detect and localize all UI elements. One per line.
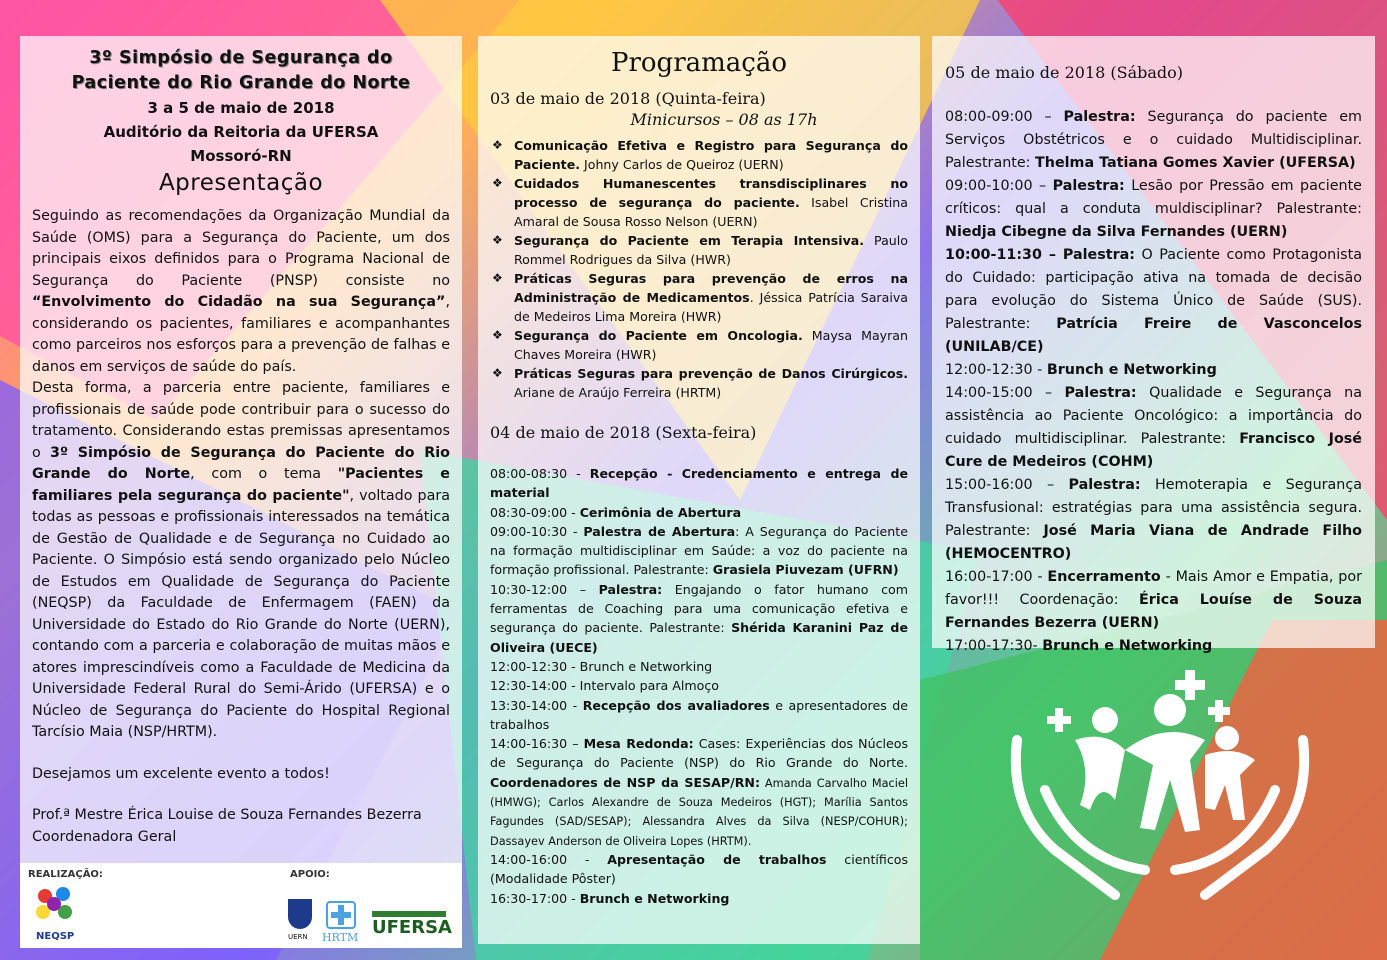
bold-span: Thelma Tatiana Gomes Xavier (UFERSA) [1035,155,1356,171]
bold-span: Niedja Cibegne da Silva Fernandes (UERN) [945,224,1288,240]
time-span: 16:30-17:00 - [490,890,580,906]
event-venue: Auditório da Reitoria da UFERSA [103,123,379,141]
list-item [490,364,908,402]
time-span: 08:30-09:00 - [490,504,580,520]
text-span: Johny Carlos de Queiroz (UERN) [580,157,784,172]
uern-logo [288,899,312,929]
logos-bar [20,863,462,948]
bold-span: Comunicação Efetiva e Registro para Segurança do Paciente. [514,138,908,172]
text-span: Ariane de Araújo Ferreira (HRTM) [514,385,722,400]
uern-logo-text: UERN [288,933,308,941]
text-span: , com o tema [190,466,338,482]
signer-name: Prof.ª Mestre Érica Louise de Souza Fernandes Bezerra [32,807,422,823]
time-span: 15:00-16:00 – [945,477,1069,493]
text-span: Maysa Mayran Chaves Moreira (HWR) [514,328,908,362]
signer-role: Coordenadora Geral [32,828,177,845]
list-item [490,174,908,231]
bold-span: Apresentação de trabalhos [607,851,827,867]
text-span: Isabel Cristina Amaral de Sousa Rosso Nelson (UERN) [514,195,908,229]
day2-schedule [490,464,908,908]
bold-span: Segurança do Paciente em Oncologia. [514,328,803,343]
bold-span: Mesa Redonda: [583,736,694,752]
time-span: 10:30-12:00 – [490,581,599,597]
schedule-item [490,889,908,908]
day2-heading: 04 de maio de 2018 (Sexta-feira) [490,423,757,442]
schedule-item [945,382,1362,474]
time-span: 09:00-10:00 – [945,178,1053,194]
day3-schedule [945,106,1362,658]
bold-span: 3º Simpósio de Segurança do Paciente do Rio Grande do Norte [32,444,450,482]
bold-span: Recepção dos avaliadores [582,697,770,713]
text-span: Desta forma, a parceria entre paciente, familiares e profissionais de saúde pode contribuir para o sucesso do tratamento. Considerando estas premissas apresentamos o [32,380,450,461]
bold-span: Práticas Seguras para prevenção de erros na Administração de Medicamentos [514,271,908,305]
day3-heading: 05 de maio de 2018 (Sábado) [945,63,1184,82]
apresentacao-text [32,206,450,848]
list-item [490,231,908,269]
programacao-panel [478,36,920,944]
schedule-item [945,635,1362,658]
bold-span: Grasiela Piuvezam (UFRN) [712,562,899,578]
text-span: Paulo Rommel Rodrigues da Silva (HWR) [514,233,908,267]
title-line-1: 3º Simpósio de Segurança do [89,48,393,68]
list-item [490,269,908,326]
schedule-item: 12:30-14:00 - Intervalo para Almoço [490,678,719,694]
minicursos-list [490,136,908,402]
time-span: 08:00-08:30 - [490,466,590,481]
schedule-item [490,850,908,889]
bold-span: “Envolvimento do Cidadão na sua Segurança” [32,294,446,310]
schedule-item [945,474,1362,566]
time-span: 14:00-15:00 – [945,385,1065,401]
bold-span: Coordenadores de NSP da SESAP/RN: [490,774,760,790]
minicursos-heading: Minicursos – 08 as 17h [630,110,818,129]
event-title [32,46,450,96]
neqsp-logo [34,887,78,931]
bold-span: Palestra: [1064,385,1137,401]
text-span: Segurança do paciente em Serviços Obstétricos e o cuidado Multidisciplinar. Palestrante: [945,109,1362,171]
schedule-item [490,734,908,850]
schedule-item [490,696,908,735]
event-dates: 3 a 5 de maio de 2018 [147,99,335,117]
realizacao-label: REALIZAÇÃO: [28,869,103,880]
text-span: : A Segurança do Paciente na formação multidisciplinar em Saúde: a voz do paciente na formação profissional. Palestrante: [490,523,908,578]
paragraph-1 [32,206,450,378]
apoio-label: APOIO: [290,869,330,880]
bold-span: José Maria Viana de Andrade Filho (HEMOCENTRO) [945,523,1362,562]
closing-text: Desejamos um excelente evento a todos! [32,765,330,782]
schedule-item [490,580,908,657]
text-span: O Paciente como Protagonista do Cuidado: participação ativa na tomada de decisão para evolução do Sistema Único de Saúde (SUS). Palestrante: [945,247,1362,332]
text-span: e apresentadores de trabalhos [490,697,909,732]
text-span: Cases: Experiências dos Núcleos de Segurança do Paciente (NSP) do Rio Grande do Norte. [490,736,909,771]
bold-span: Brunch e Networking [579,890,730,906]
text-span: Amanda Carvalho Maciel (HMWG); Carlos Alexandre de Souza Medeiros (HGT); Marília Santos Fagundes (SAD/SESAP); Alessandra Alves da Silva (NESP/COHUR); Dassayev Anderson de Oliveira Lopes (HRTM). [490,776,908,848]
schedule-item [945,106,1362,175]
ufersa-logo-text: UFERSA [372,917,452,938]
text-span: Hemoterapia e Segurança Transfusional: estratégias para uma assistência segura. Palestrante: [945,477,1362,539]
list-item [490,136,908,174]
bold-span: Brunch e Networking [1042,638,1213,654]
time-span: 17:00-17:30- [945,638,1043,654]
hrtm-logo [326,901,356,929]
time-span: 16:00-17:00 - [945,569,1048,585]
bold-span: Cerimônia de Abertura [579,504,742,520]
schedule-item [490,464,908,503]
bold-span: Recepção - Credenciamento e entrega de material [490,466,909,501]
bold-span: Palestra: [598,581,663,597]
time-span: 08:00-09:00 – [945,109,1064,125]
bold-span: Brunch e Networking [1046,362,1217,378]
text-span: - Mais Amor e Empatia, por favor!!! Coordenação: [945,569,1362,608]
text-span: Lesão por Pressão em paciente críticos: qual a conduta muldisciplinar? Palestrante: [945,178,1362,217]
bold-span: Palestra: [1063,109,1136,125]
time-span: 12:00-12:30 - [945,362,1047,378]
bold-span: Práticas Seguras para prevenção de Danos Cirúrgicos. [514,366,908,381]
schedule-item [945,175,1362,244]
time-span: 14:00-16:30 – [490,736,584,752]
text-span: Seguindo as recomendações da Organização Mundial da Saúde (OMS) para a Segurança do Paciente, um dos principais eixos definidos para o Programa Nacional de Segurança do Paciente (PNSP) consiste no [32,208,450,289]
title-line-2: Paciente do Rio Grande do Norte [71,73,411,93]
bold-span: "Pacientes e familiares pela segurança do paciente" [32,466,450,504]
time-span: 14:00-16:00 - [490,851,608,867]
text-span: Engajando o fator humano com ferramentas de Coaching para uma comunicação efetiva e segurança do paciente. Palestrante: [490,581,908,636]
bold-span: Segurança do Paciente em Terapia Intensiva. [514,233,865,248]
apresentacao-panel [20,36,462,863]
time-span: 13:30-14:00 - [490,697,583,713]
apresentacao-heading: Apresentação [158,170,324,196]
neqsp-logo-text: NEQSP [36,931,75,942]
text-span: Qualidade e Segurança na assistência ao Paciente Oncológico: a importância do cuidado multidisciplinar. Palestrante: [945,385,1362,447]
caring-hands-illustration [1005,660,1315,910]
schedule-item: 12:00-12:30 - Brunch e Networking [490,658,713,674]
bold-span: Patrícia Freire de Vasconcelos (UNILAB/CE) [945,316,1362,355]
bold-span: Érica Louíse de Souza Fernandes Bezerra (UERN) [945,592,1362,631]
list-item [490,326,908,364]
bold-span: 10:00-11:30 – Palestra: [945,247,1136,263]
schedule-item [945,566,1362,635]
day3-panel [932,36,1375,654]
time-span: 09:00-10:30 - [490,523,584,539]
day1-heading: 03 de maio de 2018 (Quinta-feira) [490,89,766,108]
schedule-item [490,522,908,580]
schedule-item [490,503,908,522]
schedule-item [945,244,1362,359]
programacao-heading: Programação [610,48,788,78]
text-span: , considerando os pacientes, familiares e acompanhantes como parceiros nos esforços para a prevenção de falhas e danos em serviços de saúde do país. [32,294,450,375]
hrtm-logo-text: HRTM [322,931,359,944]
bold-span: Palestra: [1052,178,1125,194]
bold-span: Palestra: [1068,477,1141,493]
text-span: científicos (Modalidade Pôster) [490,851,909,887]
bold-span: Francisco José Cure de Medeiros (COHM) [945,431,1362,470]
paragraph-2 [32,378,450,744]
bold-span: Shérida Karanini Paz de Oliveira (UECE) [490,620,908,655]
text-span: , voltado para todas as pessoas e profissionais interessados na temática de Gestão de Qualidade e de Segurança no Cuidado ao Paciente. O Simpósio está sendo organizado pelo Núcleo de Estudos em Qualidade de Segurança do Paciente (NEQSP) da Faculdade de Enfermagem (FAEN) da Universidade do Estado do Rio Grande do Norte (UERN), contando com a parceria e colaboração de muitas mãos e atores imprescindíveis como a Faculdade de Medicina da Universidade Federal Rural do Semi-Árido (UFERSA) e o Núcleo de Segurança do Paciente do Hospital Regional Tarcísio Maia (NSP/HRTM). [32,487,450,740]
bold-span: Encerramento [1047,569,1161,585]
schedule-item [945,359,1362,382]
text-span: . Jéssica Patrícia Saraiva de Medeiros Lima Moreira (HWR) [514,290,908,324]
bold-span: Cuidados Humanescentes transdisciplinares no processo de segurança do paciente. [514,176,908,210]
event-city: Mossoró-RN [190,147,292,165]
bold-span: Palestra de Abertura [583,523,736,539]
